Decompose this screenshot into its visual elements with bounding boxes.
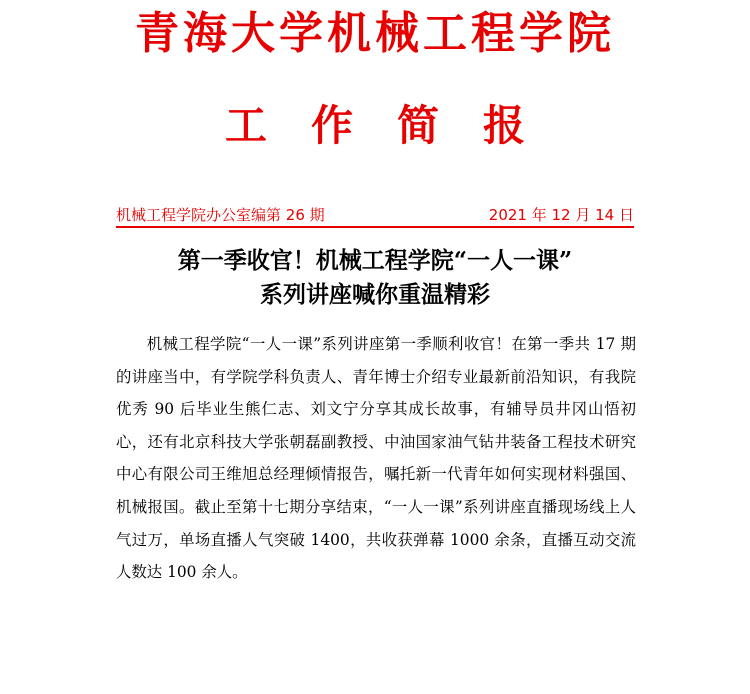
article-body-paragraph: 机械工程学院“一人一课”系列讲座第一季顺利收官！在第一季共 17 期的讲座当中，有学院学科负责人、青年博士介绍专业最新前沿知识，有我院优秀 90 后毕业生熊仁志、刘文宁分享其成长故事，有辅导员井冈山悟初心，还有北京科技大学张朝磊副教授、中油国家油气钻井装备工程技术研究中心有限公司王维旭总经理倾情报告，嘱托新一代青年如何实现材料强国、机械报国。截止至第十七期分享结束，“一人一课”系列讲座直播现场线上人气过万，单场直播人气突破 1400，共收获弹幕 1000 余条，直播互动交流人数达 100 余人。 (116, 335, 636, 582)
article-title (60, 244, 690, 312)
newsletter-masthead-title: 青海大学机械工程学院 (135, 8, 615, 59)
issue-number: 机械工程学院办公室编第 26 期 (116, 206, 325, 224)
issue-date: 2021 年 12 月 14 日 (488, 206, 634, 224)
article-title-line-2: 系列讲座喊你重温精彩 (260, 281, 490, 308)
newsletter-masthead-subtitle: 工作简报 (224, 101, 569, 150)
issue-info-line (116, 204, 634, 228)
article-title-line-1: 第一季收官！机械工程学院“一人一课” (177, 247, 573, 274)
